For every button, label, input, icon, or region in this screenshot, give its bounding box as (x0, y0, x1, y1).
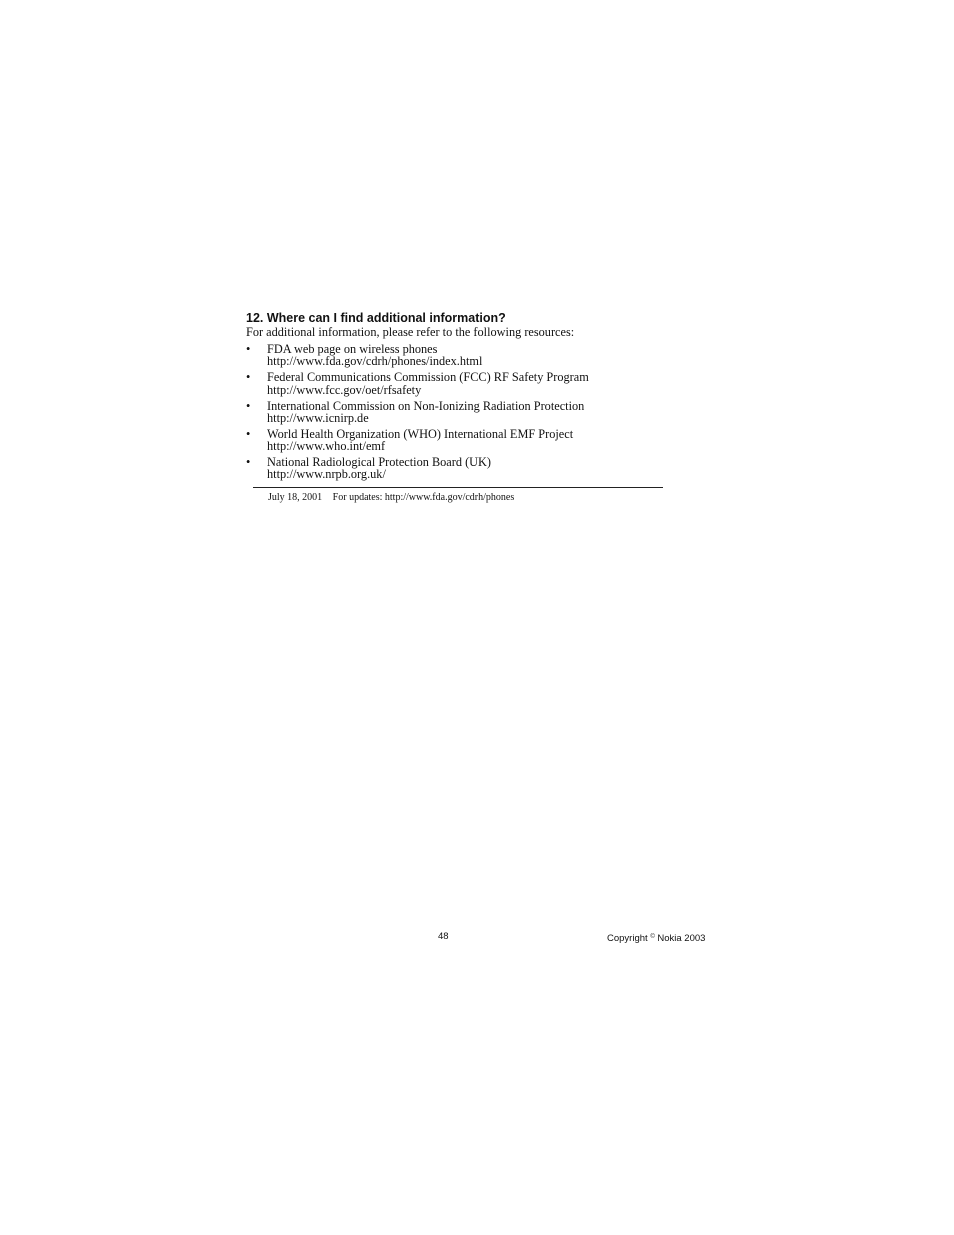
resource-item-fcc (246, 371, 666, 396)
footnote-divider (253, 487, 663, 488)
section-intro: For additional information, please refer to the following resources: (246, 325, 575, 339)
bullet-icon: • (246, 426, 251, 441)
resource-item-who (246, 428, 666, 453)
resource-list (246, 343, 666, 481)
resource-item-fda (246, 343, 666, 368)
copyright-symbol: © (650, 934, 655, 940)
bullet-icon: • (246, 398, 251, 413)
resource-name: World Health Organization (WHO) International EMF Project (267, 426, 574, 441)
resource-url[interactable]: http://www.icnirp.de (267, 410, 369, 425)
bullet-icon: • (246, 370, 251, 385)
resource-name: Federal Communications Commission (FCC) RF Safety Program (267, 370, 589, 385)
copyright-suffix: Nokia 2003 (657, 933, 706, 944)
resource-url[interactable]: http://www.fda.gov/cdrh/phones/index.html (267, 354, 483, 369)
resource-url[interactable]: http://www.fcc.gov/oet/rfsafety (267, 382, 422, 397)
section-additional-information (246, 311, 666, 484)
resource-name: FDA web page on wireless phones (267, 342, 438, 356)
page-number: 48 (438, 931, 449, 942)
bullet-icon: • (246, 455, 251, 470)
resource-item-nrpb (246, 456, 666, 481)
resource-url[interactable]: http://www.who.int/emf (267, 439, 386, 454)
resource-url[interactable]: http://www.nrpb.org.uk/ (267, 467, 386, 482)
footnote (268, 492, 514, 504)
resource-name: National Radiological Protection Board (UK) (267, 455, 492, 470)
section-heading: 12. Where can I find additional information? (246, 311, 506, 325)
copyright-notice (607, 931, 705, 945)
footnote-updates: For updates: http://www.fda.gov/cdrh/phones (332, 492, 515, 503)
bullet-icon: • (246, 342, 251, 356)
resource-name: International Commission on Non-Ionizing Radiation Protection (267, 398, 585, 413)
resource-item-icnirp (246, 400, 666, 425)
copyright-prefix: Copyright (607, 933, 648, 944)
footnote-date: July 18, 2001 (268, 492, 323, 503)
